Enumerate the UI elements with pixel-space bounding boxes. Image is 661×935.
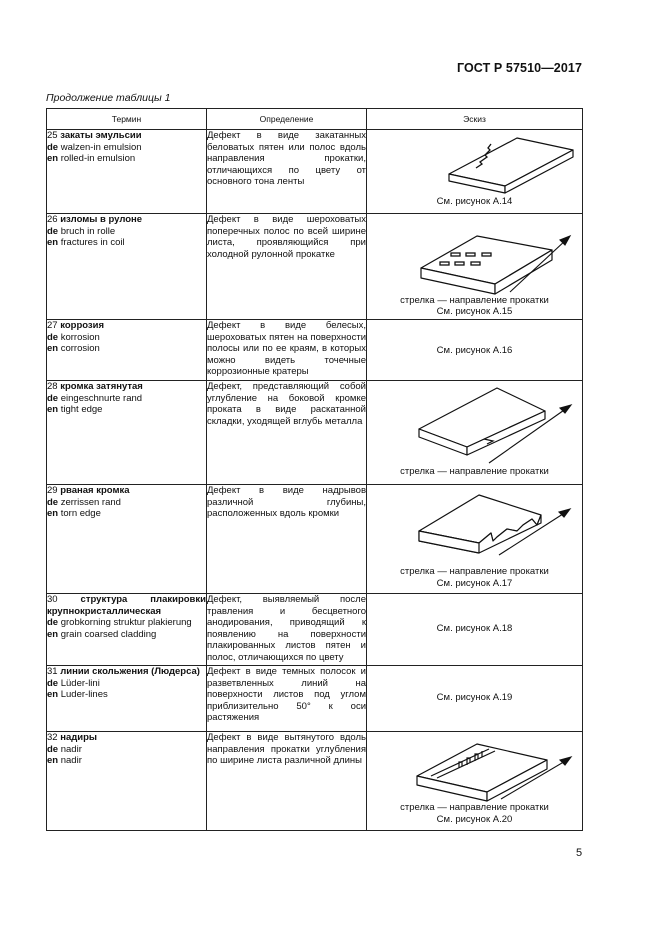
column-header-sketch: Эскиз bbox=[367, 109, 583, 130]
term-de: de nadir bbox=[47, 743, 82, 755]
term-cell bbox=[47, 732, 207, 831]
definition-cell: Дефект в виде шероховатых поперечных полос по всей ширине листа, проявляющийся при холодной рулонной прокатке bbox=[207, 214, 367, 320]
table-row bbox=[47, 381, 583, 485]
term-en: en rolled-in emulsion bbox=[47, 153, 136, 165]
table-row bbox=[47, 214, 583, 320]
definition-cell: Дефект в виде вытянутого вдоль направления прокатки углубления по ширине листа различной длины bbox=[207, 732, 367, 831]
term-en: en Luder-lines bbox=[47, 689, 108, 701]
figure-reference: См. рисунок А.18 bbox=[436, 623, 513, 634]
term-title: 28 кромка затянутая bbox=[47, 381, 143, 392]
definition-cell: Дефект в виде белесых, шероховатых пятен на поверхности полосы или по ее краям, в которых можно видеть точечные коррозионные кратеры bbox=[207, 320, 367, 381]
table-row bbox=[47, 666, 583, 732]
figure-reference: См. рисунок А.14 bbox=[436, 196, 513, 207]
definition-cell: Дефект, выявляемый после травления и бесцветного анодирования, приводящий к появлению на поверхности плакированных листов пятен и полос, отличающихся по цвету bbox=[207, 594, 367, 666]
table-row bbox=[47, 594, 583, 666]
sketch-cell bbox=[367, 214, 583, 320]
definition-cell: Дефект в виде закатанных беловатых пятен или полос вдоль направления прокатки, отличающихся по цвету от основного тона ленты bbox=[207, 130, 367, 214]
terms-table bbox=[46, 108, 583, 831]
term-title: 31 линии скольжения (Людерса) bbox=[47, 666, 200, 677]
table-header-row bbox=[47, 109, 583, 130]
term-de: de Lüder-lini bbox=[47, 677, 100, 689]
term-cell bbox=[47, 666, 207, 732]
definition-cell: Дефект, представляющий собой углубление на боковой кромке проката в виде раскатанной складки, уходящей вглубь металла bbox=[207, 381, 367, 485]
term-cell bbox=[47, 320, 207, 381]
definition-cell: Дефект в виде надрывов различной глубины, расположенных вдоль кромки bbox=[207, 485, 367, 594]
term-de: de grobkorning struktur plakierung bbox=[47, 617, 192, 629]
term-title: 30 структура плакировки крупнокристаллическая bbox=[47, 594, 206, 617]
term-de: de eingeschnurte rand bbox=[47, 392, 143, 404]
term-de: de walzen-in emulsion bbox=[47, 141, 142, 153]
figure-reference: См. рисунок А.19 bbox=[436, 692, 513, 703]
term-en: en torn edge bbox=[47, 508, 101, 520]
column-header-term: Термин bbox=[47, 109, 207, 130]
term-en: en fractures in coil bbox=[47, 237, 125, 249]
term-title: 29 рваная кромка bbox=[47, 485, 130, 496]
arrow-label: стрелка — направление прокатки bbox=[400, 566, 549, 577]
figure-reference: См. рисунок А.20 bbox=[436, 814, 513, 825]
term-title: 27 коррозия bbox=[47, 320, 105, 331]
term-cell bbox=[47, 130, 207, 214]
page-number: 5 bbox=[576, 847, 583, 859]
sketch-cell bbox=[367, 130, 583, 214]
term-de: de zerrissen rand bbox=[47, 496, 121, 508]
term-cell bbox=[47, 214, 207, 320]
term-de: de korrosion bbox=[47, 331, 100, 343]
document-code: ГОСТ Р 57510—2017 bbox=[456, 61, 582, 75]
arrow-label: стрелка — направление прокатки bbox=[400, 466, 549, 477]
figure-reference: См. рисунок А.17 bbox=[436, 578, 513, 589]
term-de: de bruch in rolle bbox=[47, 225, 116, 237]
definition-cell: Дефект в виде темных полосок и разветвленных линий на поверхности листов под углом приблизительно 50° к оси растяжения bbox=[207, 666, 367, 732]
term-cell bbox=[47, 485, 207, 594]
sketch-cell bbox=[367, 732, 583, 831]
term-en: en grain coarsed cladding bbox=[47, 628, 157, 640]
term-cell bbox=[47, 594, 207, 666]
table-row bbox=[47, 732, 583, 831]
term-title: 26 изломы в рулоне bbox=[47, 214, 143, 225]
term-title: 25 закаты эмульсии bbox=[47, 130, 142, 141]
term-en: en corrosion bbox=[47, 343, 100, 355]
figure-reference: См. рисунок А.16 bbox=[436, 345, 513, 356]
table-row bbox=[47, 320, 583, 381]
table-continuation-caption: Продолжение таблицы 1 bbox=[46, 92, 171, 104]
column-header-definition: Определение bbox=[207, 109, 367, 130]
term-title: 32 надиры bbox=[47, 732, 98, 743]
sketch-cell bbox=[367, 320, 583, 381]
sketch-cell bbox=[367, 594, 583, 666]
arrow-label: стрелка — направление прокатки bbox=[400, 802, 549, 813]
table-row bbox=[47, 485, 583, 594]
sketch-cell bbox=[367, 485, 583, 594]
sketch-cell bbox=[367, 666, 583, 732]
term-en: en nadir bbox=[47, 755, 82, 767]
term-cell bbox=[47, 381, 207, 485]
figure-reference: См. рисунок А.15 bbox=[436, 306, 513, 317]
arrow-label: стрелка — направление прокатки bbox=[400, 295, 549, 306]
table-row bbox=[47, 130, 583, 214]
sketch-cell bbox=[367, 381, 583, 485]
term-en: en tight edge bbox=[47, 404, 103, 416]
